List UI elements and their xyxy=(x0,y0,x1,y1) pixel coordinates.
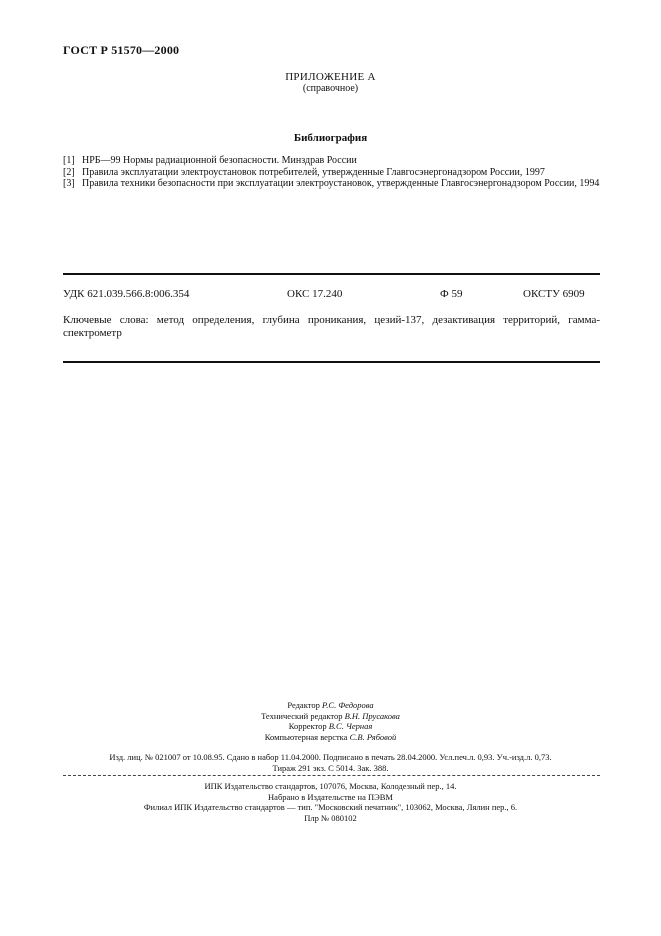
bibliography-item-number: [1] xyxy=(63,155,75,166)
imprint-line: Изд. лиц. № 021007 от 10.08.95. Сдано в набор 11.04.2000. Подписано в печать 28.04.2000. Усл.печ.л. 0,93. Уч.-изд.л. 0,73. xyxy=(109,752,552,762)
okstu-code: ОКСТУ 6909 xyxy=(523,288,585,300)
bottom-divider xyxy=(63,361,600,363)
top-divider xyxy=(63,273,600,275)
bibliography-list xyxy=(63,155,603,190)
bibliography-item-text: Правила эксплуатации электроустановок потребителей, утвержденные Главгосэнергонадзором России, 1997 xyxy=(82,166,545,178)
imprint-line: Тираж 291 экз. С 5014. Зак. 388. xyxy=(272,762,389,773)
imprint-block-top xyxy=(0,752,661,773)
imprint-line: Набрано в Издательстве на ПЭВМ xyxy=(268,791,393,802)
dashed-divider xyxy=(63,775,600,776)
credit-layout: Компьютерная верстка С.В. Рябовой xyxy=(264,731,397,742)
bibliography-item xyxy=(63,178,603,190)
imprint-line: Плр № 080102 xyxy=(304,812,357,823)
keywords: Ключевые слова: метод определения, глубина проникания, цезий-137, дезактивация территорий, гамма-спектрометр xyxy=(63,314,600,339)
bibliography-item-text: Правила техники безопасности при эксплуатации электроустановок, утвержденные Главгосэнергонадзором России, 1994 xyxy=(82,178,600,189)
oks-code: ОКС 17.240 xyxy=(287,288,343,300)
f-code: Ф 59 xyxy=(440,288,463,300)
bibliography-item-text: НРБ—99 Нормы радиационной безопасности. Минздрав России xyxy=(82,155,357,166)
credit-tech-editor: Технический редактор В.Н. Прусакова xyxy=(261,710,400,721)
imprint-line: ИПК Издательство стандартов, 107076, Москва, Колодезный пер., 14. xyxy=(204,781,457,791)
credit-corrector: Корректор В.С. Черная xyxy=(288,721,373,731)
bibliography-title: Библиография xyxy=(293,132,368,144)
credit-editor: Редактор Р.С. Федорова xyxy=(287,700,374,710)
bibliography-item xyxy=(63,155,603,167)
bibliography-item-number: [3] xyxy=(63,178,75,189)
imprint-line: Филиал ИПК Издательство стандартов — тип. "Московский печатник", 103062, Москва, Лялин пер., 6. xyxy=(143,802,518,812)
udk-code: УДК 621.039.566.8:006.354 xyxy=(63,288,190,300)
imprint-block-bottom xyxy=(0,781,661,823)
bibliography-item-number: [2] xyxy=(63,166,75,178)
document-code: ГОСТ Р 51570—2000 xyxy=(63,43,180,57)
appendix-title: ПРИЛОЖЕНИЕ А xyxy=(285,71,376,83)
credits-block xyxy=(0,700,661,742)
bibliography-item xyxy=(63,167,603,179)
appendix-subtitle: (справочное) xyxy=(302,83,359,94)
